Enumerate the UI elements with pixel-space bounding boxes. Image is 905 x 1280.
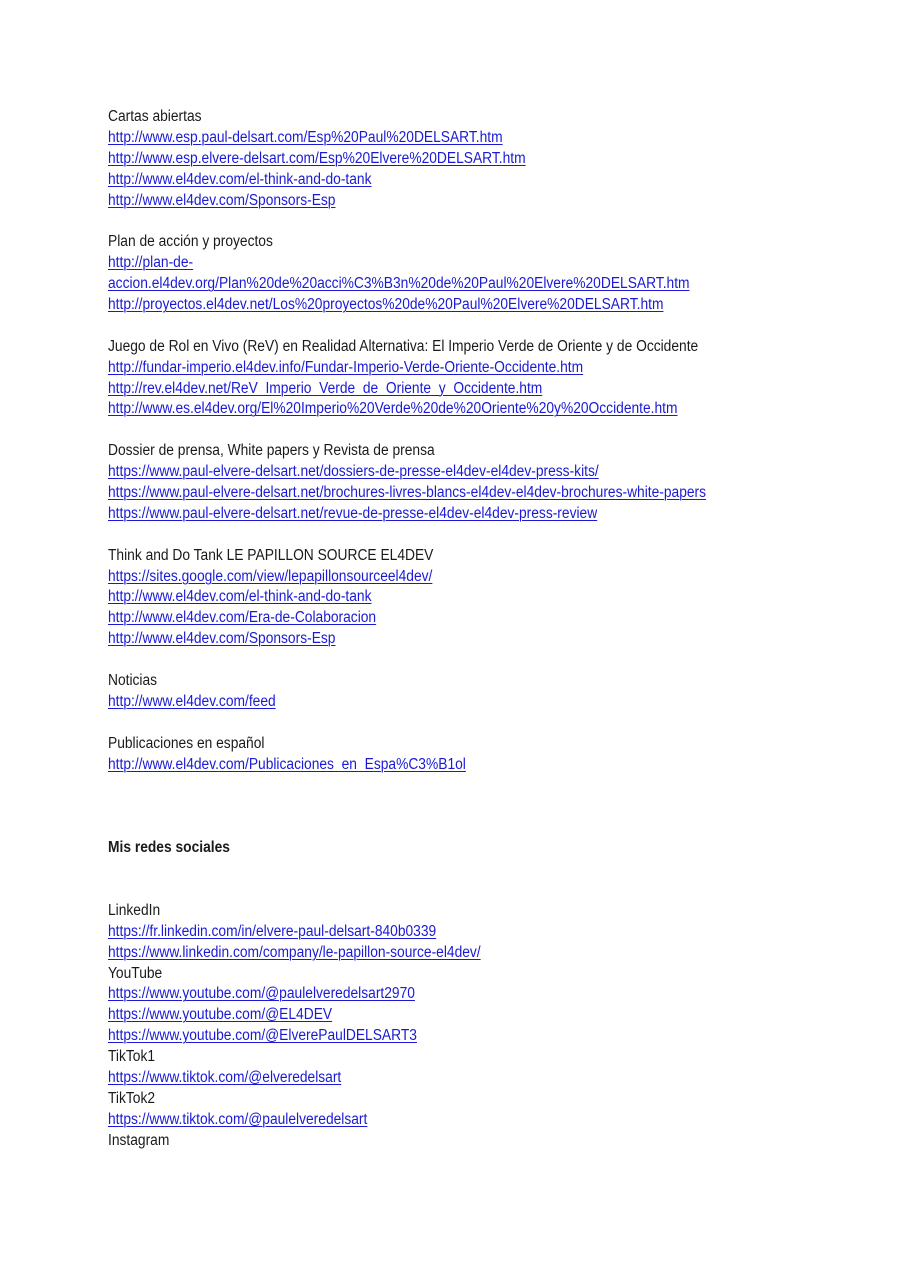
hyperlink[interactable]: http://www.esp.paul-delsart.com/Esp%20Paul%20DELSART.htm (108, 128, 503, 146)
hyperlink[interactable]: https://www.youtube.com/@EL4DEV (108, 1006, 333, 1024)
spacer (108, 713, 888, 734)
social-label-youtube: YouTube (108, 964, 163, 982)
spacer (108, 880, 888, 901)
hyperlink[interactable]: http://www.el4dev.com/Era-de-Colaboracion (108, 609, 377, 627)
hyperlink[interactable]: https://www.youtube.com/@ElverePaulDELSART3 (108, 1027, 417, 1045)
section-heading: Plan de acción y proyectos (108, 233, 273, 251)
hyperlink[interactable]: accion.el4dev.org/Plan%20de%20acci%C3%B3n%20de%20Paul%20Elvere%20DELSART.htm (108, 275, 690, 293)
spacer (108, 650, 888, 671)
hyperlink[interactable]: https://www.tiktok.com/@elveredelsart (108, 1068, 342, 1086)
hyperlink[interactable]: http://fundar-imperio.el4dev.info/Fundar-Imperio-Verde-Oriente-Occidente.htm (108, 358, 584, 376)
spacer (108, 420, 888, 441)
hyperlink[interactable]: http://plan-de- (108, 254, 194, 272)
section-heading: Noticias (108, 672, 158, 690)
hyperlink[interactable]: http://www.el4dev.com/Sponsors-Esp (108, 630, 336, 648)
spacer (108, 211, 888, 232)
hyperlink[interactable]: https://www.paul-elvere-delsart.net/brochures-livres-blancs-el4dev-el4dev-brochures-white-papers (108, 484, 707, 502)
spacer (108, 776, 888, 797)
social-title: Mis redes sociales (108, 839, 230, 857)
hyperlink[interactable]: http://www.el4dev.com/el-think-and-do-tank (108, 588, 372, 606)
section-heading: Publicaciones en español (108, 734, 265, 752)
spacer (108, 859, 888, 880)
section-heading: Think and Do Tank LE PAPILLON SOURCE EL4DEV (108, 546, 434, 564)
hyperlink[interactable]: http://www.el4dev.com/feed (108, 692, 276, 710)
hyperlink[interactable]: https://www.linkedin.com/company/le-papillon-source-el4dev/ (108, 943, 481, 961)
social-label-instagram: Instagram (108, 1131, 170, 1149)
hyperlink[interactable]: https://sites.google.com/view/lepapillonsourceel4dev/ (108, 567, 433, 585)
hyperlink[interactable]: https://fr.linkedin.com/in/elvere-paul-delsart-840b0339 (108, 922, 437, 940)
hyperlink[interactable]: https://www.youtube.com/@paulelveredelsart2970 (108, 985, 415, 1003)
document-page (108, 107, 888, 1152)
hyperlink[interactable]: https://www.tiktok.com/@paulelveredelsart (108, 1110, 368, 1128)
hyperlink[interactable]: http://proyectos.el4dev.net/Los%20proyectos%20de%20Paul%20Elvere%20DELSART.htm (108, 296, 664, 314)
hyperlink[interactable]: http://www.esp.elvere-delsart.com/Esp%20Elvere%20DELSART.htm (108, 149, 526, 167)
section-heading: Cartas abiertas (108, 108, 202, 125)
section-heading: Juego de Rol en Vivo (ReV) en Realidad Alternativa: El Imperio Verde de Oriente y de Occidente (108, 337, 699, 355)
social-label-tiktok2: TikTok2 (108, 1089, 156, 1107)
hyperlink[interactable]: http://www.el4dev.com/el-think-and-do-tank (108, 170, 372, 188)
hyperlink[interactable]: http://rev.el4dev.net/ReV_Imperio_Verde_de_Oriente_y_Occidente.htm (108, 379, 543, 397)
spacer (108, 316, 888, 337)
hyperlink[interactable]: http://www.el4dev.com/Sponsors-Esp (108, 191, 336, 209)
spacer (108, 796, 888, 817)
social-label-tiktok1: TikTok1 (108, 1048, 156, 1066)
hyperlink[interactable]: https://www.paul-elvere-delsart.net/revue-de-presse-el4dev-el4dev-press-review (108, 504, 598, 522)
hyperlink[interactable]: https://www.paul-elvere-delsart.net/dossiers-de-presse-el4dev-el4dev-press-kits/ (108, 463, 599, 481)
hyperlink[interactable]: http://www.el4dev.com/Publicaciones_en_Espa%C3%B1ol (108, 755, 466, 773)
hyperlink[interactable]: http://www.es.el4dev.org/El%20Imperio%20Verde%20de%20Oriente%20y%20Occidente.htm (108, 400, 678, 418)
social-label-linkedin: LinkedIn (108, 901, 161, 919)
spacer (108, 817, 888, 838)
section-heading: Dossier de prensa, White papers y Revista de prensa (108, 442, 435, 460)
spacer (108, 525, 888, 546)
